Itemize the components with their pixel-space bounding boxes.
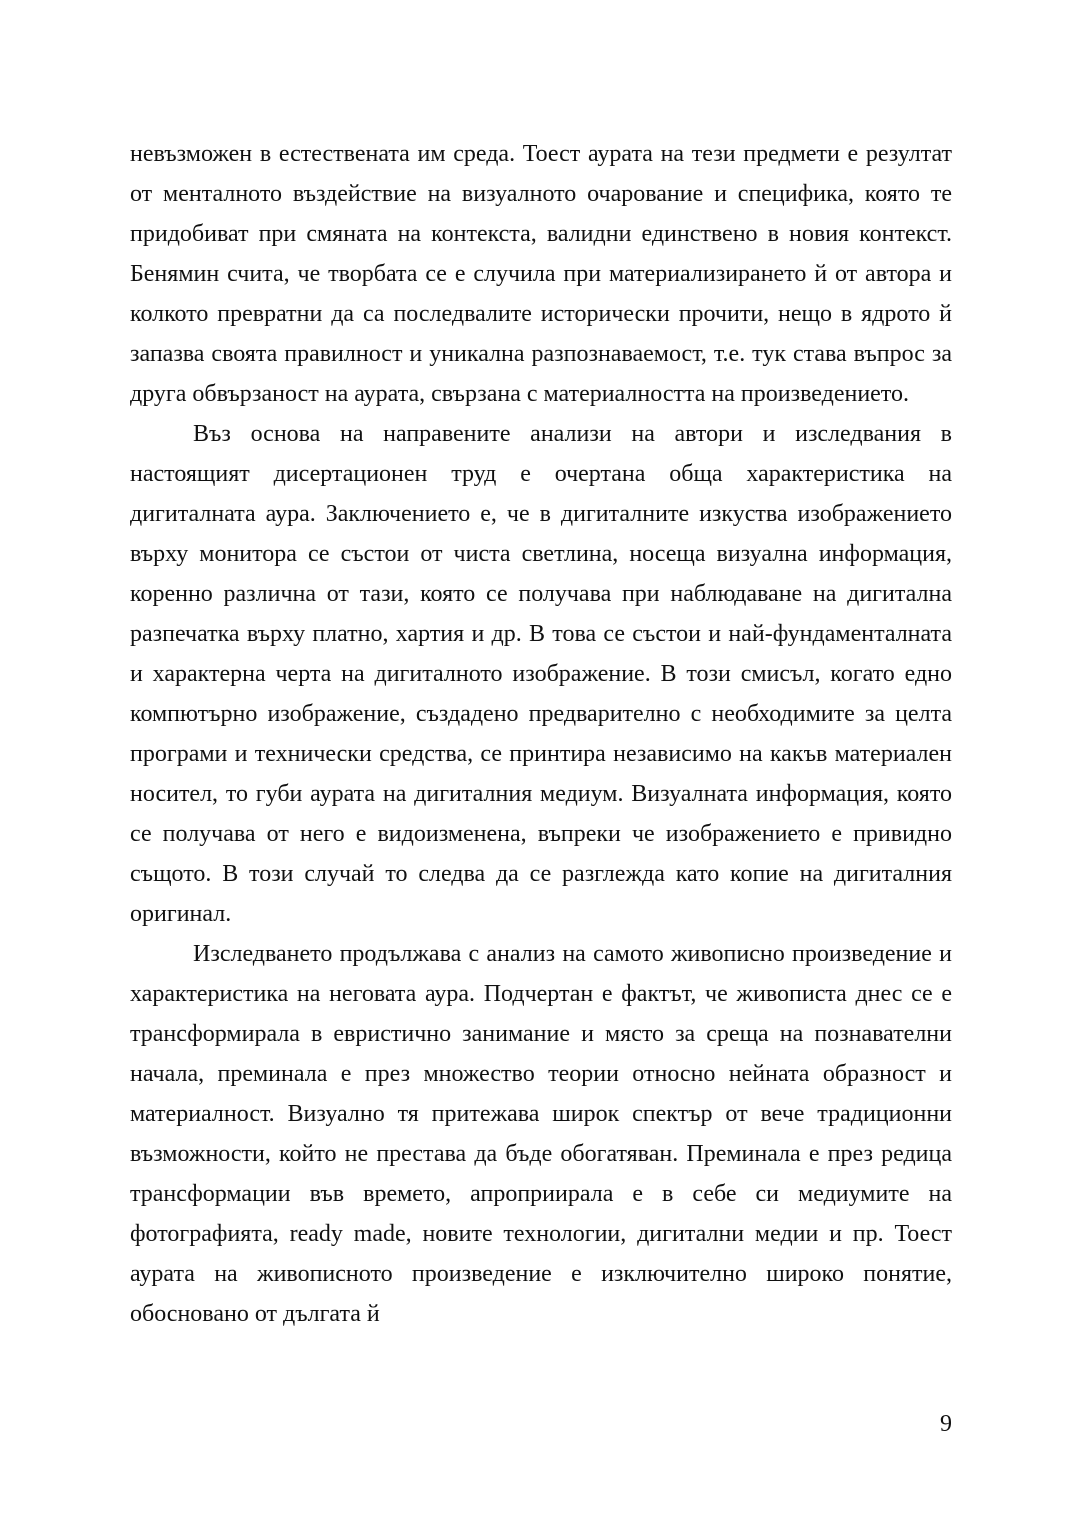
body-text — [130, 134, 952, 1334]
page-number: 9 — [940, 1411, 952, 1437]
paragraph-continuation: невъзможен в естествената им среда. Тоест аурата на тези предмети е резултат от менталното въздействие на визуалното очарование и специфика, която те придобиват при смяната на контекста, валидни единствено в новия контекст. Бенямин счита, че творбата се е случила при материализирането й от автора и колкото превратни да са последвалите исторически прочити, нещо в ядрото й запазва своята правилност и уникална разпознаваемост, т.е. тук става въпрос за друга обвързаност на аурата, свързана с материалността на произведението. — [130, 141, 952, 407]
paragraph-painting-aura: Изследването продължава с анализ на самото живописно произведение и характеристика на неговата аура. Подчертан е фактът, че живописта днес се е трансформирала в евристично занимание и място за среща на познавателни начала, преминала е през множество теории относно нейната образност и материалност. Визуално тя притежава широк спектър от вече традиционни възможности, който не престава да бъде обогатяван. Преминала е през редица трансформации във времето, апроприирала е в себе си медиумите на фотографията, ready made, новите технологии, дигитални медии и пр. Тоест аурата на живописното произведение е изключително широко понятие, обосновано от дългата й — [130, 941, 952, 1327]
paragraph-digital-aura: Въз основа на направените анализи на автори и изследвания в настоящият дисертационен труд е очертана обща характеристика на дигиталната аура. Заключението е, че в дигиталните изкуства изображението върху монитора се състои от чиста светлина, носеща визуална информация, коренно различна от тази, която се получава при наблюдаване на дигитална разпечатка върху платно, хартия и др. В това се състои и най-фундаменталната и характерна черта на дигиталното изображение. В този смисъл, когато едно компютърно изображение, създадено предварително с необходимите за целта програми и технически средства, се принтира независимо на какъв материален носител, то губи аурата на дигиталния медиум. Визуалната информация, която се получава от него е видоизменена, въпреки че изображението е привидно същото. В този случай то следва да се разглежда като копие на дигиталния оригинал. — [130, 421, 952, 927]
